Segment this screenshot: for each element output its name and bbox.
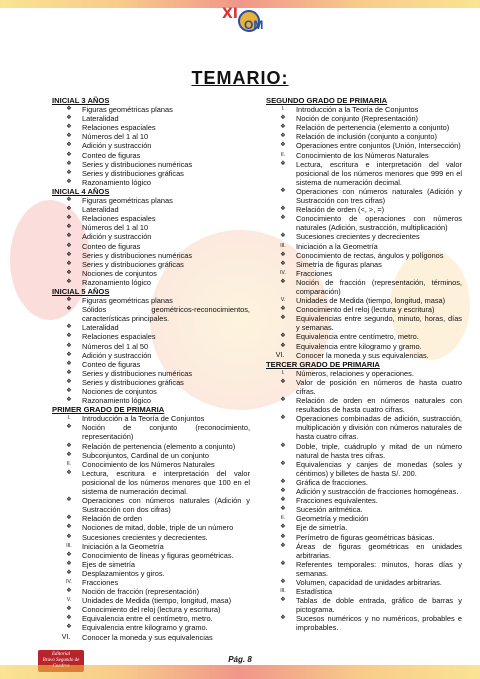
bullet-icon: ❖ bbox=[280, 342, 286, 349]
bullet-icon: ❖ bbox=[280, 478, 286, 485]
syllabus-item-text: Relación de inclusión (conjunto a conjunto) bbox=[296, 132, 437, 142]
syllabus-item bbox=[52, 596, 250, 605]
syllabus-item-text: Relaciones espaciales bbox=[82, 332, 156, 342]
syllabus-item-text: Series y distribuciones gráficas bbox=[82, 377, 184, 387]
syllabus-item bbox=[52, 151, 250, 160]
roman-numeral-marker: V. bbox=[280, 297, 286, 304]
syllabus-item bbox=[52, 196, 250, 205]
syllabus-item-text: Series y distribuciones numéricas bbox=[82, 368, 193, 378]
bullet-icon: ❖ bbox=[66, 224, 72, 231]
syllabus-item bbox=[52, 114, 250, 123]
syllabus-item-text: Series y distribuciones gráficas bbox=[82, 259, 184, 269]
syllabus-item bbox=[52, 251, 250, 260]
syllabus-item-text: Operaciones combinadas de adición, sustracción, multiplicación y división con números naturales de hasta cuatro cifras. bbox=[296, 414, 462, 442]
syllabus-item bbox=[266, 414, 462, 441]
syllabus-item bbox=[266, 378, 462, 396]
bullet-icon: ❖ bbox=[280, 415, 286, 422]
bullet-icon: ❖ bbox=[66, 560, 72, 567]
syllabus-item bbox=[266, 533, 462, 542]
roman-numeral-marker: II. bbox=[66, 460, 72, 467]
roman-numeral-marker: VI. bbox=[275, 351, 285, 359]
section-heading: PRIMER GRADO DE PRIMARIA bbox=[52, 405, 165, 415]
syllabus-item-text: Sucesión aritmética. bbox=[296, 505, 363, 515]
syllabus-item-text: Áreas de figuras geométricas en unidades arbitrarias. bbox=[296, 541, 462, 560]
syllabus-item bbox=[52, 414, 250, 423]
syllabus-item bbox=[266, 123, 462, 132]
syllabus-item bbox=[52, 141, 250, 150]
bullet-icon: ❖ bbox=[66, 360, 72, 367]
bullet-icon: ❖ bbox=[66, 551, 72, 558]
roman-numeral-marker: III. bbox=[280, 588, 286, 595]
syllabus-item-text: Lateralidad bbox=[82, 323, 119, 333]
syllabus-item-text: Figuras geométricas planas bbox=[82, 196, 173, 206]
syllabus-item bbox=[266, 487, 462, 496]
syllabus-item-text: Relación de orden (<, >, =) bbox=[296, 205, 385, 215]
syllabus-item bbox=[266, 460, 462, 478]
syllabus-item bbox=[266, 151, 462, 160]
syllabus-item-text: Relaciones espaciales bbox=[82, 214, 156, 224]
syllabus-item-text: Sucesos numéricos y no numéricos, probables e improbables. bbox=[296, 614, 462, 633]
syllabus-item bbox=[52, 278, 250, 287]
syllabus-item bbox=[52, 514, 250, 523]
syllabus-item bbox=[52, 305, 250, 323]
bullet-icon: ❖ bbox=[66, 388, 72, 394]
syllabus-item-text: Razonamiento lógico bbox=[82, 177, 152, 187]
syllabus-item-text: Razonamiento lógico bbox=[82, 396, 152, 406]
syllabus-item-text: Conocimiento de líneas y figuras geométricas. bbox=[82, 550, 234, 560]
syllabus-item-text: Figuras geométricas planas bbox=[82, 105, 173, 115]
syllabus-item bbox=[52, 242, 250, 251]
syllabus-item bbox=[266, 314, 462, 332]
syllabus-item-text: Fracciones bbox=[296, 268, 333, 278]
syllabus-item-text: Equivalencias y canjes de monedas (soles y céntimos) y billetes de hasta S/. 200. bbox=[296, 459, 462, 478]
syllabus-item bbox=[52, 560, 250, 569]
syllabus-item-text: Números del 1 al 50 bbox=[82, 341, 149, 351]
syllabus-item bbox=[266, 442, 462, 460]
syllabus-item-text: Lectura, escritura e interpretación del valor posicional de los números menores que 100 en el sistema de numeración decimal. bbox=[82, 468, 250, 497]
bullet-icon: ❖ bbox=[280, 560, 286, 567]
bullet-icon: ❖ bbox=[66, 451, 72, 458]
syllabus-item-text: Eje de simetría. bbox=[296, 523, 348, 533]
syllabus-item-text: Equivalencia entre el centímetro, metro. bbox=[82, 614, 213, 624]
syllabus-item bbox=[52, 587, 250, 596]
bullet-icon: ❖ bbox=[66, 160, 72, 167]
syllabus-item bbox=[52, 105, 250, 114]
syllabus-item-text: Sólidos geométricos-reconocimientos, características principales. bbox=[82, 305, 250, 324]
syllabus-item-text: Volumen, capacidad de unidades arbitrarias. bbox=[296, 577, 442, 587]
syllabus-item bbox=[52, 423, 250, 441]
syllabus-item bbox=[52, 633, 250, 642]
syllabus-item bbox=[266, 351, 462, 360]
page-number: Pág. 8 bbox=[228, 655, 252, 664]
syllabus-item bbox=[52, 569, 250, 578]
bullet-icon: ❖ bbox=[280, 533, 286, 540]
roman-numeral-marker: I. bbox=[67, 415, 71, 422]
syllabus-item bbox=[52, 269, 250, 278]
syllabus-item-text: Conocimiento de operaciones con números naturales (Adición, sustracción, multiplicación) bbox=[296, 214, 462, 233]
syllabus-item bbox=[266, 505, 462, 514]
syllabus-item bbox=[52, 605, 250, 614]
bullet-icon: ❖ bbox=[66, 342, 72, 349]
bullet-icon: ❖ bbox=[280, 333, 286, 340]
syllabus-item bbox=[52, 123, 250, 132]
syllabus-item-text: Doble, triple, cuádruplo y mitad de un número natural de hasta tres cifras. bbox=[296, 441, 462, 460]
bullet-icon: ❖ bbox=[66, 569, 72, 576]
roman-numeral-marker: II. bbox=[280, 151, 286, 158]
syllabus-item bbox=[266, 587, 462, 596]
bullet-icon: ❖ bbox=[280, 315, 286, 322]
syllabus-item-text: Conocimiento de los Números Naturales bbox=[82, 459, 215, 469]
bullet-icon: ❖ bbox=[280, 615, 286, 622]
syllabus-item-text: Equivalencia entre kilogramo y gramo. bbox=[296, 341, 422, 351]
syllabus-item-text: Lateralidad bbox=[82, 205, 119, 215]
syllabus-item bbox=[52, 378, 250, 387]
roman-numeral-marker: I. bbox=[281, 369, 285, 376]
syllabus-item bbox=[52, 469, 250, 496]
bullet-icon: ❖ bbox=[280, 578, 286, 585]
olympiad-logo: XI OM bbox=[222, 6, 264, 32]
bullet-icon: ❖ bbox=[66, 378, 72, 385]
syllabus-item-text: Equivalencia entre kilogramo y gramo. bbox=[82, 623, 208, 633]
syllabus-item-text: Lateralidad bbox=[82, 114, 119, 124]
syllabus-item bbox=[266, 132, 462, 141]
syllabus-item bbox=[52, 451, 250, 460]
syllabus-item-text: Conteo de figuras bbox=[82, 241, 141, 251]
syllabus-item bbox=[266, 305, 462, 314]
syllabus-item bbox=[52, 614, 250, 623]
bullet-icon: ❖ bbox=[280, 442, 286, 449]
bullet-icon: ❖ bbox=[280, 278, 286, 285]
syllabus-item bbox=[266, 614, 462, 632]
publisher-logo: Editorial Bravo Segundo de bbox=[38, 650, 84, 672]
syllabus-item bbox=[52, 169, 250, 178]
syllabus-item-text: Conocimiento del reloj (lectura y escritura) bbox=[296, 305, 435, 315]
syllabus-item bbox=[266, 542, 462, 560]
bullet-icon: ❖ bbox=[280, 142, 286, 149]
bullet-icon: ❖ bbox=[66, 606, 72, 613]
syllabus-item bbox=[52, 160, 250, 169]
syllabus-item bbox=[266, 187, 462, 205]
bullet-icon: ❖ bbox=[280, 506, 286, 513]
syllabus-item-text: Lectura, escritura e interpretación del valor posicional de los números menores que 999 en el sistema de numeración decimal. bbox=[296, 159, 462, 187]
syllabus-item bbox=[52, 369, 250, 378]
bullet-icon: ❖ bbox=[280, 206, 286, 213]
syllabus-item-text: Figuras geométricas planas bbox=[82, 296, 173, 306]
right-column-syllabus bbox=[266, 96, 462, 633]
syllabus-item-text: Adición y sustracción bbox=[82, 350, 152, 360]
bullet-icon: ❖ bbox=[280, 542, 286, 549]
syllabus-item-text: Subconjuntos, Cardinal de un conjunto bbox=[82, 450, 209, 460]
syllabus-item bbox=[266, 596, 462, 614]
syllabus-item-text: Adición y sustracción de fracciones homogéneas. bbox=[296, 487, 459, 497]
bullet-icon: ❖ bbox=[66, 615, 72, 622]
syllabus-item-text: Desplazamientos y giros. bbox=[82, 568, 165, 578]
syllabus-item bbox=[52, 496, 250, 514]
syllabus-item-text: Noción de fracción (representación, términos, comparación) bbox=[296, 277, 462, 296]
syllabus-item-text: Conocimiento de los Números Naturales bbox=[296, 150, 429, 160]
bullet-icon: ❖ bbox=[66, 269, 72, 276]
roman-numeral-marker: III. bbox=[280, 242, 286, 249]
bullet-icon: ❖ bbox=[280, 524, 286, 531]
syllabus-item-text: Iniciación a la Geometría bbox=[296, 241, 378, 251]
syllabus-item bbox=[52, 332, 250, 341]
syllabus-item bbox=[52, 460, 250, 469]
syllabus-item-text: Equivalencias entre segundo, minuto, horas, días y semanas. bbox=[296, 314, 462, 333]
syllabus-item-text: Introducción a la Teoría de Conjuntos bbox=[82, 414, 205, 424]
syllabus-item-text: Conocimiento del reloj (lectura y escritura) bbox=[82, 605, 221, 615]
bullet-icon: ❖ bbox=[66, 197, 72, 204]
syllabus-item bbox=[266, 114, 462, 123]
syllabus-item bbox=[52, 232, 250, 241]
bullet-icon: ❖ bbox=[280, 397, 286, 404]
bullet-icon: ❖ bbox=[66, 324, 72, 331]
bullet-icon: ❖ bbox=[280, 597, 286, 604]
bullet-icon: ❖ bbox=[66, 260, 72, 267]
syllabus-item bbox=[52, 360, 250, 369]
roman-numeral-marker: VI. bbox=[61, 633, 71, 641]
syllabus-item-text: Operaciones entre conjuntos (Unión, Intersección) bbox=[296, 141, 461, 151]
syllabus-item-text: Nociones de conjuntos bbox=[82, 387, 157, 396]
bullet-icon: ❖ bbox=[280, 488, 286, 495]
syllabus-item-text: Fracciones equivalentes. bbox=[296, 496, 378, 506]
syllabus-item bbox=[266, 260, 462, 269]
roman-numeral-marker: II. bbox=[280, 515, 286, 522]
bullet-icon: ❖ bbox=[66, 424, 72, 431]
bullet-icon: ❖ bbox=[66, 624, 72, 631]
bullet-icon: ❖ bbox=[66, 397, 72, 404]
bullet-icon: ❖ bbox=[66, 278, 72, 285]
section-heading: INICIAL 5 AÑOS bbox=[52, 286, 110, 296]
bullet-icon: ❖ bbox=[66, 442, 72, 449]
syllabus-item-text: Geometría y medición bbox=[296, 514, 369, 524]
syllabus-item bbox=[52, 533, 250, 542]
syllabus-item-text: Fracciones bbox=[82, 577, 119, 587]
syllabus-item bbox=[266, 514, 462, 523]
syllabus-item bbox=[266, 242, 462, 251]
bullet-icon: ❖ bbox=[66, 306, 72, 313]
syllabus-item-text: Conteo de figuras bbox=[82, 359, 141, 369]
bullet-icon: ❖ bbox=[280, 160, 286, 167]
section-heading: INICIAL 4 AÑOS bbox=[52, 186, 110, 196]
bullet-icon: ❖ bbox=[66, 469, 72, 476]
bullet-icon: ❖ bbox=[280, 133, 286, 140]
syllabus-item-text: Iniciación a la Geometría bbox=[82, 541, 164, 551]
syllabus-item bbox=[52, 523, 250, 532]
syllabus-item-text: Conteo de figuras bbox=[82, 150, 141, 160]
syllabus-item bbox=[52, 132, 250, 141]
syllabus-item-text: Números del 1 al 10 bbox=[82, 132, 149, 142]
bullet-icon: ❖ bbox=[280, 260, 286, 267]
syllabus-item bbox=[52, 296, 250, 305]
syllabus-item bbox=[52, 323, 250, 332]
bullet-icon: ❖ bbox=[66, 533, 72, 540]
bullet-icon: ❖ bbox=[66, 151, 72, 158]
syllabus-item bbox=[266, 205, 462, 214]
syllabus-item bbox=[266, 160, 462, 187]
syllabus-item bbox=[52, 223, 250, 232]
syllabus-item-text: Perímetro de figuras geométricas básicas. bbox=[296, 532, 435, 542]
bullet-icon: ❖ bbox=[66, 351, 72, 358]
syllabus-item bbox=[52, 205, 250, 214]
syllabus-item-text: Ejes de simetría bbox=[82, 559, 135, 569]
syllabus-item-text: Simetría de figuras planas bbox=[296, 259, 382, 269]
bullet-icon: ❖ bbox=[66, 124, 72, 131]
syllabus-item bbox=[52, 623, 250, 632]
bullet-icon: ❖ bbox=[66, 142, 72, 149]
syllabus-item-text: Nociones de mitad, doble, triple de un número bbox=[82, 523, 234, 533]
syllabus-item bbox=[266, 478, 462, 487]
syllabus-item bbox=[266, 296, 462, 305]
page-title: TEMARIO: bbox=[191, 68, 289, 88]
syllabus-item bbox=[52, 260, 250, 269]
syllabus-item bbox=[266, 578, 462, 587]
left-column-syllabus bbox=[52, 96, 250, 642]
bullet-icon: ❖ bbox=[66, 251, 72, 258]
syllabus-item bbox=[52, 214, 250, 223]
syllabus-item-text: Estadística bbox=[296, 587, 333, 597]
bullet-icon: ❖ bbox=[66, 333, 72, 340]
syllabus-item-text: Relación de pertenencia (elemento a conjunto) bbox=[82, 441, 236, 451]
syllabus-item-text: Adición y sustracción bbox=[82, 232, 152, 242]
bullet-icon: ❖ bbox=[66, 515, 72, 522]
bullet-icon: ❖ bbox=[280, 306, 286, 313]
syllabus-item bbox=[52, 342, 250, 351]
syllabus-item-text: Introducción a la Teoría de Conjuntos bbox=[296, 105, 419, 115]
bullet-icon: ❖ bbox=[66, 297, 72, 304]
syllabus-item bbox=[266, 232, 462, 241]
bullet-icon: ❖ bbox=[66, 169, 72, 176]
bullet-icon: ❖ bbox=[66, 115, 72, 122]
roman-numeral-marker: I. bbox=[281, 106, 285, 113]
syllabus-item-text: Referentes temporales: minutos, horas días y semanas. bbox=[296, 559, 462, 578]
syllabus-item bbox=[52, 578, 250, 587]
syllabus-item-text: Números, relaciones y operaciones. bbox=[296, 368, 414, 378]
roman-numeral-marker: V. bbox=[66, 597, 72, 604]
bullet-icon: ❖ bbox=[280, 460, 286, 467]
syllabus-item bbox=[266, 560, 462, 578]
syllabus-item bbox=[266, 214, 462, 232]
syllabus-item bbox=[266, 342, 462, 351]
bullet-icon: ❖ bbox=[280, 233, 286, 240]
bullet-icon: ❖ bbox=[280, 497, 286, 504]
syllabus-item bbox=[266, 332, 462, 341]
bottom-decorative-border bbox=[0, 665, 480, 679]
bullet-icon: ❖ bbox=[66, 369, 72, 376]
syllabus-item-text: Razonamiento lógico bbox=[82, 277, 152, 287]
bullet-icon: ❖ bbox=[66, 206, 72, 213]
syllabus-item-text: Noción de fracción (representación) bbox=[82, 587, 200, 597]
bullet-icon: ❖ bbox=[66, 133, 72, 140]
syllabus-item-text: Unidades de Medida (tiempo, longitud, masa) bbox=[296, 296, 446, 306]
syllabus-item bbox=[266, 251, 462, 260]
syllabus-item-text: Operaciones con números naturales (Adición y Sustracción con tres cifras) bbox=[296, 186, 462, 206]
bullet-icon: ❖ bbox=[280, 187, 286, 194]
section-heading: INICIAL 3 AÑOS bbox=[52, 96, 110, 105]
bullet-icon: ❖ bbox=[280, 378, 286, 385]
syllabus-item bbox=[52, 351, 250, 360]
syllabus-item-text: Conocer la moneda y sus equivalencias. bbox=[296, 350, 429, 360]
syllabus-item-text: Adición y sustracción bbox=[82, 141, 152, 151]
syllabus-item-text: Números del 1 al 10 bbox=[82, 223, 149, 233]
syllabus-item bbox=[266, 496, 462, 505]
syllabus-item bbox=[52, 396, 250, 405]
section-heading: TERCER GRADO DE PRIMARIA bbox=[266, 359, 380, 369]
syllabus-item bbox=[266, 105, 462, 114]
syllabus-item-text: Equivalencia entre centímetro, metro. bbox=[296, 332, 419, 342]
syllabus-item-text: Noción de conjunto (Representación) bbox=[296, 114, 419, 124]
syllabus-item bbox=[266, 141, 462, 150]
syllabus-item bbox=[52, 542, 250, 551]
bullet-icon: ❖ bbox=[66, 588, 72, 595]
syllabus-item-text: Conocer la moneda y sus equivalencias bbox=[82, 632, 213, 642]
syllabus-item-text: Relación de orden bbox=[82, 514, 142, 524]
syllabus-item-text: Gráfica de fracciones. bbox=[296, 477, 368, 487]
syllabus-item bbox=[52, 178, 250, 187]
roman-numeral-marker: IV. bbox=[280, 269, 286, 276]
syllabus-item-text: Valor de posición en números de hasta cuatro cifras. bbox=[296, 377, 462, 396]
bullet-icon: ❖ bbox=[280, 124, 286, 131]
bullet-icon: ❖ bbox=[66, 242, 72, 249]
syllabus-item-text: Sucesiones crecientes y decrecientes. bbox=[82, 532, 208, 542]
section-heading: SEGUNDO GRADO DE PRIMARIA bbox=[266, 96, 388, 105]
syllabus-item-text: Series y distribuciones numéricas bbox=[82, 159, 193, 169]
syllabus-item-text: Nociones de conjuntos bbox=[82, 268, 157, 278]
roman-numeral-marker: IV. bbox=[66, 578, 72, 585]
syllabus-item bbox=[266, 396, 462, 414]
syllabus-item-text: Conocimiento de rectas, ángulos y polígonos bbox=[296, 250, 444, 260]
bullet-icon: ❖ bbox=[66, 106, 72, 113]
bullet-icon: ❖ bbox=[66, 178, 72, 185]
syllabus-item-text: Noción de conjunto (reconocimiento, representación) bbox=[82, 423, 250, 442]
bullet-icon: ❖ bbox=[66, 233, 72, 240]
syllabus-item-text: Relaciones espaciales bbox=[82, 123, 156, 133]
bullet-icon: ❖ bbox=[280, 115, 286, 122]
syllabus-item-text: Relación de pertenencia (elemento a conjunto) bbox=[296, 123, 450, 133]
syllabus-item bbox=[266, 278, 462, 296]
bullet-icon: ❖ bbox=[66, 497, 72, 504]
syllabus-item-text: Tablas de doble entrada, gráfico de barras y pictograma. bbox=[296, 596, 462, 615]
syllabus-item-text: Relación de orden en números naturales con resultados de hasta cuatro cifras. bbox=[296, 396, 462, 415]
bullet-icon: ❖ bbox=[280, 215, 286, 222]
syllabus-item bbox=[266, 269, 462, 278]
roman-numeral-marker: III. bbox=[66, 542, 72, 549]
bullet-icon: ❖ bbox=[66, 524, 72, 531]
syllabus-item-text: Unidades de Medida (tiempo, longitud, masa) bbox=[82, 596, 232, 606]
bullet-icon: ❖ bbox=[280, 251, 286, 258]
syllabus-item bbox=[266, 523, 462, 532]
syllabus-item bbox=[52, 442, 250, 451]
syllabus-item-text: Series y distribuciones gráficas bbox=[82, 168, 184, 178]
syllabus-item-text: Series y distribuciones numéricas bbox=[82, 250, 193, 260]
syllabus-item bbox=[52, 551, 250, 560]
syllabus-item-text: Operaciones con números naturales (Adición y Sustracción con dos cifras) bbox=[82, 496, 250, 515]
syllabus-item bbox=[266, 369, 462, 378]
syllabus-item-text: Sucesiones crecientes y decrecientes bbox=[296, 232, 420, 242]
bullet-icon: ❖ bbox=[66, 215, 72, 222]
syllabus-item bbox=[52, 387, 250, 396]
